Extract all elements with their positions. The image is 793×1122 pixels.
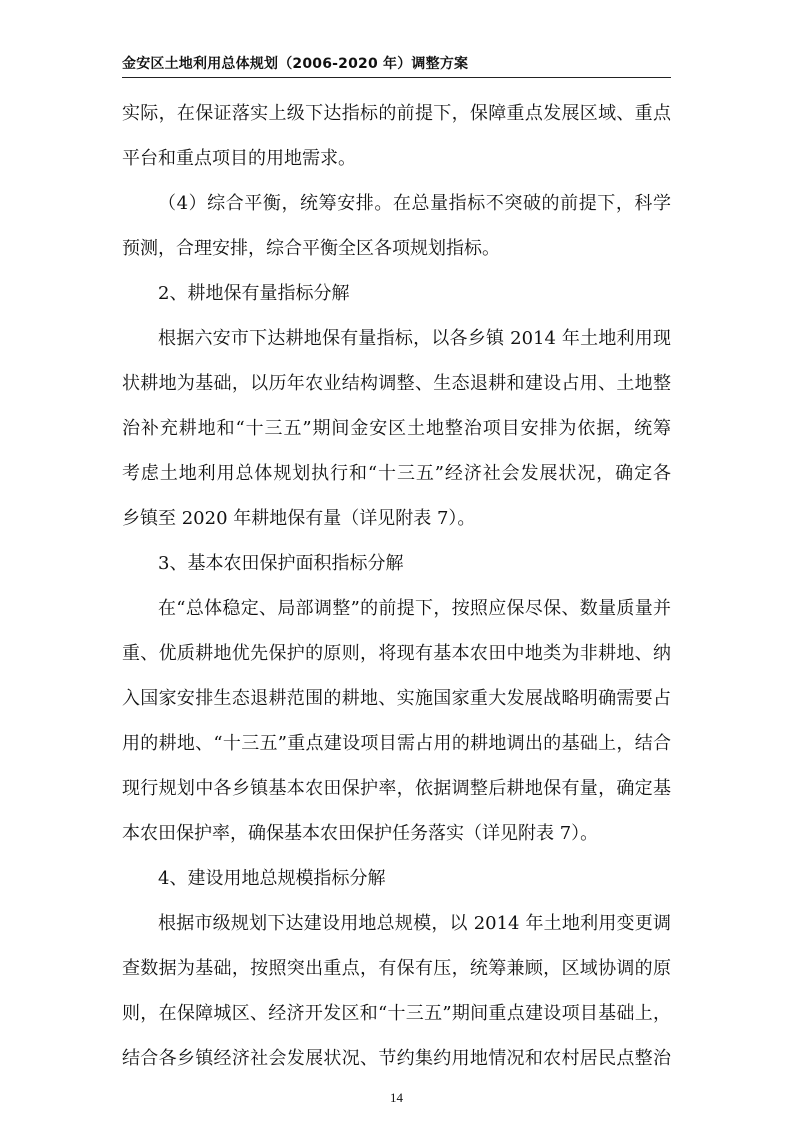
- body-line: 乡镇至 2020 年耕地保有量（详见附表 7）。: [122, 508, 476, 529]
- body-line: （4）综合平衡，统筹安排。在总量指标不突破的前提下，科学: [158, 193, 671, 214]
- body-line: 现行规划中各乡镇基本农田保护率，依据调整后耕地保有量，确定基: [122, 778, 671, 799]
- body-line: 状耕地为基础，以历年农业结构调整、生态退耕和建设占用、土地整: [122, 373, 671, 394]
- body-line: 根据六安市下达耕地保有量指标，以各乡镇 2014 年土地利用现: [158, 328, 671, 349]
- body-line: 在“总体稳定、局部调整”的前提下，按照应保尽保、数量质量并: [158, 598, 671, 619]
- document-title: 金安区土地利用总体规划（2006-2020 年）调整方案: [122, 56, 469, 72]
- header-divider: [122, 77, 671, 78]
- body-line: 则，在保障城区、经济开发区和“十三五”期间重点建设项目基础上，: [122, 1003, 671, 1024]
- page-header: [122, 50, 671, 78]
- section-heading: 2、耕地保有量指标分解: [158, 283, 350, 304]
- section-heading: 3、基本农田保护面积指标分解: [158, 553, 404, 574]
- section-heading: 4、建设用地总规模指标分解: [158, 868, 386, 889]
- body-line: 本农田保护率，确保基本农田保护任务落实（详见附表 7）。: [122, 823, 599, 844]
- body-line: 重、优质耕地优先保护的原则，将现有基本农田中地类为非耕地、纳: [122, 643, 671, 664]
- body-line: 实际，在保证落实上级下达指标的前提下，保障重点发展区域、重点: [122, 103, 671, 124]
- page-number: 14: [390, 1090, 403, 1105]
- body-line: 用的耕地、“十三五”重点建设项目需占用的耕地调出的基础上，结合: [122, 733, 671, 754]
- body-line: 平台和重点项目的用地需求。: [122, 148, 356, 169]
- body-line: 根据市级规划下达建设用地总规模，以 2014 年土地利用变更调: [158, 913, 671, 934]
- body-line: 入国家安排生态退耕范围的耕地、实施国家重大发展战略明确需要占: [122, 688, 671, 709]
- body-line: 结合各乡镇经济社会发展状况、节约集约用地情况和农村居民点整治: [122, 1048, 671, 1069]
- body-line: 考虑土地利用总体规划执行和“十三五”经济社会发展状况，确定各: [122, 463, 671, 484]
- body-line: 治补充耕地和“十三五”期间金安区土地整治项目安排为依据，统筹: [122, 418, 671, 439]
- body-line: 查数据为基础，按照突出重点，有保有压，统筹兼顾，区域协调的原: [122, 958, 671, 979]
- body-line: 预测，合理安排，综合平衡全区各项规划指标。: [122, 238, 500, 259]
